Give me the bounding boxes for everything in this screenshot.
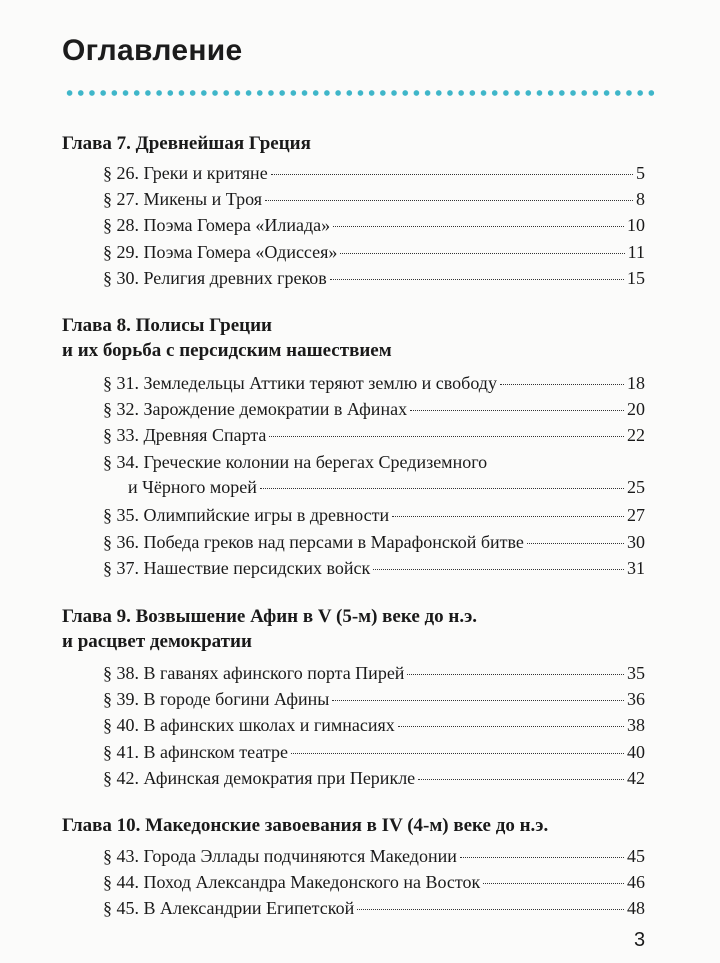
entry-label: § 28. Поэма Гомера «Илиада» — [103, 215, 331, 235]
entry-page: 18 — [627, 373, 645, 393]
dot-leader — [333, 226, 624, 227]
entry-label-continuation: и Чёрного морей — [128, 477, 257, 497]
chapter-title-line: и их борьба с персидским нашествием — [62, 340, 392, 361]
dot-leader — [500, 384, 624, 385]
page-title: Оглавление — [62, 34, 243, 67]
entry-label: § 45. В Александрии Египетской — [103, 898, 355, 918]
toc-entry[interactable] — [103, 870, 645, 895]
entry-label: § 43. Города Эллады подчиняются Македонии — [103, 846, 457, 866]
entry-label: § 44. Поход Александра Македонского на Восток — [103, 872, 481, 892]
chapter-title-line: Глава 7. Древнейшая Греция — [62, 133, 311, 154]
chapter-title-line: Глава 9. Возвышение Афин в V (5-м) веке до н.э. — [62, 606, 478, 627]
toc-entry[interactable] — [103, 844, 645, 869]
entry-page: 36 — [627, 689, 645, 709]
toc-entry[interactable] — [103, 713, 645, 738]
toc-entry[interactable] — [103, 371, 645, 396]
entry-page: 5 — [636, 163, 645, 183]
entry-label: § 31. Земледельцы Аттики теряют землю и свободу — [103, 373, 497, 393]
entry-page: 10 — [627, 215, 645, 235]
toc-entry[interactable] — [103, 266, 645, 291]
entry-page: 15 — [627, 268, 645, 288]
entry-page: 31 — [627, 558, 645, 578]
dot-leader — [410, 410, 624, 411]
dot-leader — [271, 174, 633, 175]
entry-page: 40 — [627, 742, 645, 762]
toc-entry[interactable] — [103, 687, 645, 712]
dot-leader — [340, 253, 624, 254]
entry-label: § 37. Нашествие персидских войск — [103, 558, 371, 578]
toc-entry[interactable] — [103, 661, 645, 686]
chapter-title-line: Глава 8. Полисы Греции — [62, 315, 273, 336]
page-number: 3 — [634, 929, 646, 951]
entry-page: 20 — [627, 399, 645, 419]
toc-entry[interactable] — [103, 423, 645, 448]
toc-entry[interactable] — [103, 187, 645, 212]
entry-label: § 29. Поэма Гомера «Одиссея» — [103, 242, 338, 262]
chapter-heading — [62, 313, 392, 363]
toc-entry[interactable] — [103, 530, 645, 555]
chapter-title-line: и расцвет демократии — [62, 631, 252, 652]
chapter-title-line: Глава 10. Македонские завоевания в IV (4-м) веке до н.э. — [62, 815, 549, 836]
dot-leader — [407, 674, 624, 675]
dot-leader — [392, 516, 624, 517]
toc-entry[interactable] — [103, 397, 645, 422]
dot-leader — [373, 569, 624, 570]
entry-page: 35 — [627, 663, 645, 683]
toc-entry[interactable] — [103, 896, 645, 921]
entry-page: 25 — [627, 477, 645, 497]
entry-label: § 38. В гаванях афинского порта Пирей — [103, 663, 405, 683]
dot-leader — [291, 753, 624, 754]
dot-leader — [269, 436, 624, 437]
entry-label: § 33. Древняя Спарта — [103, 425, 267, 445]
entry-page: 38 — [627, 715, 645, 735]
dot-leader — [418, 779, 624, 780]
dot-leader — [357, 909, 624, 910]
dot-leader — [527, 543, 624, 544]
toc-entry[interactable] — [103, 213, 645, 238]
entry-label: § 26. Греки и критяне — [103, 163, 268, 183]
entry-label: § 39. В городе богини Афины — [103, 689, 330, 709]
entry-page: 8 — [636, 189, 645, 209]
entry-page: 48 — [627, 898, 645, 918]
toc-entry[interactable] — [103, 450, 645, 500]
entry-page: 30 — [627, 532, 645, 552]
entry-page: 27 — [627, 505, 645, 525]
entry-page: 11 — [627, 242, 645, 262]
toc-entry[interactable] — [103, 556, 645, 581]
entry-page: 46 — [627, 872, 645, 892]
dot-leader — [460, 857, 624, 858]
toc-entry[interactable] — [103, 161, 645, 186]
dot-leader — [330, 279, 624, 280]
dot-leader — [260, 488, 624, 489]
dotted-divider — [64, 89, 659, 97]
entry-label: § 35. Олимпийские игры в древности — [103, 505, 390, 525]
entry-page: 45 — [627, 846, 645, 866]
entry-label: § 41. В афинском театре — [103, 742, 288, 762]
toc-entry[interactable] — [103, 503, 645, 528]
entry-label: § 42. Афинская демократия при Перикле — [103, 768, 416, 788]
entry-label: § 34. Греческие колонии на берегах Средиземного — [103, 452, 488, 472]
entry-label: § 40. В афинских школах и гимнасиях — [103, 715, 395, 735]
entry-label: § 32. Зарождение демократии в Афинах — [103, 399, 408, 419]
entry-label: § 27. Микены и Троя — [103, 189, 263, 209]
dot-leader — [265, 200, 633, 201]
toc-entry[interactable] — [103, 740, 645, 765]
dot-leader — [483, 883, 624, 884]
entry-page: 42 — [627, 768, 645, 788]
chapter-heading — [62, 131, 311, 156]
dot-leader — [398, 726, 624, 727]
entry-label: § 30. Религия древних греков — [103, 268, 327, 288]
dot-leader — [332, 700, 624, 701]
toc-entry[interactable] — [103, 240, 645, 265]
chapter-heading — [62, 604, 477, 654]
chapter-heading — [62, 813, 548, 838]
entry-page: 22 — [627, 425, 645, 445]
entry-label: § 36. Победа греков над персами в Марафонской битве — [103, 532, 524, 552]
toc-entry[interactable] — [103, 766, 645, 791]
